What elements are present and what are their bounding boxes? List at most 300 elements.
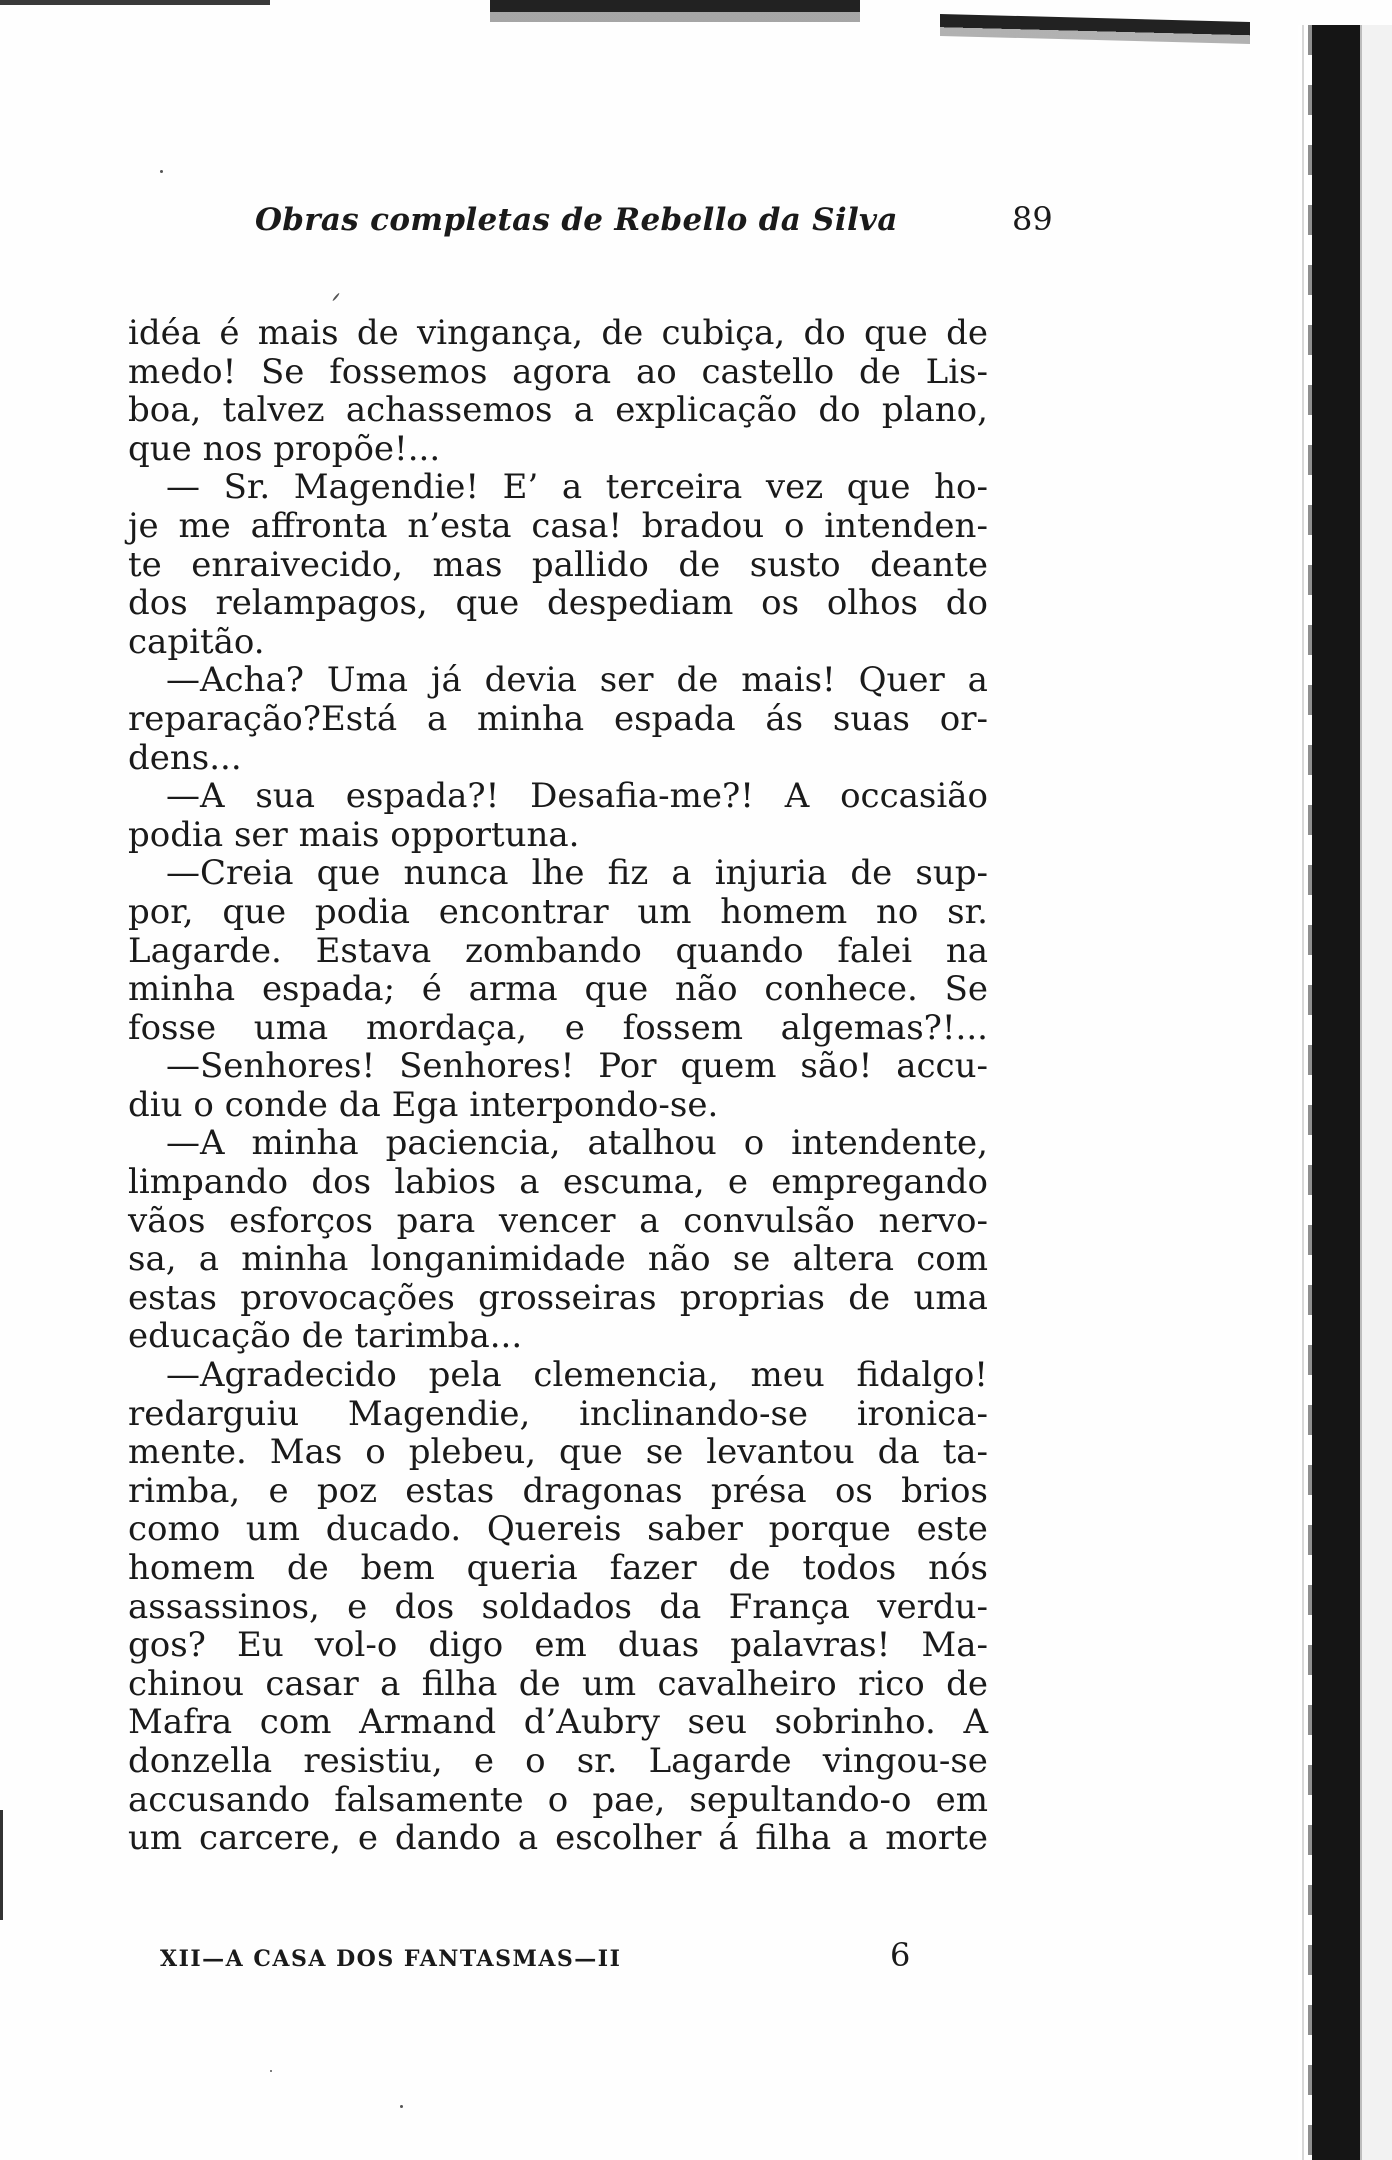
word: de: [946, 313, 988, 353]
word: cubiça,: [661, 313, 786, 353]
word: filha: [421, 1663, 498, 1704]
word: o: [525, 1740, 546, 1781]
word: ás: [765, 698, 804, 739]
word: este: [916, 1509, 988, 1550]
word: em: [534, 1625, 587, 1666]
text-line: [128, 353, 988, 392]
word: minha: [251, 1123, 359, 1164]
word: na: [945, 930, 988, 971]
text-line: [128, 546, 988, 585]
word: idéa: [128, 313, 202, 353]
word: que: [846, 467, 911, 508]
text-line: [128, 1819, 988, 1858]
word: accu-: [896, 1046, 988, 1087]
word: a: [198, 1239, 220, 1280]
word: plano,: [881, 390, 988, 431]
word: a: [573, 390, 595, 431]
text-line: [128, 1588, 988, 1627]
word: de: [676, 660, 719, 701]
word: seu: [687, 1702, 747, 1743]
word: provocações: [240, 1277, 455, 1318]
word: bem: [360, 1548, 435, 1588]
word: deante: [870, 544, 988, 585]
word: todos: [802, 1548, 897, 1588]
word: intendente,: [791, 1123, 988, 1164]
text-line: [128, 468, 988, 507]
word: e: [727, 1162, 749, 1203]
word: ao: [635, 351, 677, 392]
word: que: [222, 891, 287, 932]
word: já: [430, 660, 462, 701]
text-line: dens...: [128, 737, 242, 778]
word: espada;: [261, 969, 396, 1010]
word: estas: [405, 1470, 495, 1511]
word: fossemos: [329, 351, 488, 392]
text-line: [128, 1626, 988, 1665]
text-line: [128, 1549, 988, 1588]
word: —Acha?: [166, 660, 304, 701]
word: conhece.: [764, 969, 918, 1010]
word: homem: [720, 891, 848, 932]
text-line: podia ser mais opportuna.: [128, 814, 580, 855]
word: encontrar: [438, 891, 609, 932]
word: dos: [128, 583, 188, 624]
text-line: [128, 932, 988, 971]
word: algemas?!...: [780, 1007, 988, 1048]
paper-speck: [400, 2105, 403, 2108]
word: vencer: [498, 1200, 616, 1241]
text-line: [128, 1433, 988, 1472]
word: accusando: [128, 1779, 311, 1820]
word: levantou: [706, 1432, 855, 1473]
word: Armand: [359, 1702, 497, 1743]
text-line: [128, 1279, 988, 1318]
word: dando: [394, 1818, 502, 1859]
word: se: [732, 1239, 771, 1280]
word: de: [728, 1548, 771, 1588]
book-binding-edge: [1298, 25, 1392, 2160]
word: grosseiras: [478, 1277, 657, 1318]
word: convulsão: [683, 1200, 855, 1241]
word: de: [678, 544, 721, 585]
word: castello: [701, 351, 835, 392]
word: filha: [755, 1818, 832, 1859]
word: Se: [261, 351, 305, 392]
word: agora: [512, 351, 612, 392]
word: nunca: [403, 853, 509, 894]
word: de: [946, 1663, 988, 1704]
text-line: [128, 777, 988, 816]
word: redarguiu: [128, 1393, 300, 1434]
word: explicação: [615, 390, 798, 431]
text-line: capitão.: [128, 621, 265, 662]
word: não: [675, 969, 738, 1010]
word: resistiu,: [303, 1740, 443, 1781]
word: —Senhores!: [166, 1046, 376, 1087]
word: paciencia,: [385, 1123, 561, 1164]
text-line: [128, 1510, 988, 1549]
word: sua: [255, 776, 315, 817]
word: olhos: [826, 583, 918, 624]
word: e: [268, 1470, 289, 1511]
word: brios: [901, 1470, 988, 1511]
word: labios: [394, 1162, 497, 1203]
word: de: [601, 313, 644, 353]
word: terceira: [605, 467, 743, 508]
word: uma: [253, 1007, 329, 1048]
word: como: [128, 1509, 221, 1550]
word: E’: [502, 467, 539, 508]
word: da: [877, 1432, 920, 1473]
word: fidalgo!: [856, 1355, 988, 1396]
word: de: [848, 1277, 891, 1318]
word: um: [128, 1818, 183, 1859]
word: e: [347, 1586, 368, 1627]
word: pallido: [531, 544, 649, 585]
word: a: [561, 467, 583, 508]
word: um: [245, 1509, 301, 1550]
running-title: Obras completas de Rebello da Silva: [255, 202, 898, 238]
word: fiz: [607, 853, 649, 894]
text-line: [128, 314, 988, 353]
word: vingança,: [417, 313, 584, 353]
word: longanimidade: [370, 1239, 626, 1280]
word: do: [803, 313, 846, 353]
word: escuma,: [562, 1162, 705, 1203]
word: —Agradecido: [166, 1355, 397, 1396]
word: bradou: [641, 505, 765, 546]
word: minha: [241, 1239, 349, 1280]
word: talvez: [222, 390, 325, 431]
word: são!: [800, 1046, 873, 1087]
word: altera: [792, 1239, 894, 1280]
word: a: [380, 1663, 401, 1704]
word: falei: [837, 930, 913, 971]
word: escolher: [555, 1818, 702, 1859]
word: dos: [311, 1162, 372, 1203]
word: Uma: [326, 660, 409, 701]
word: rico: [858, 1663, 925, 1704]
word: d’Aubry: [523, 1702, 660, 1743]
word: mais!: [741, 660, 836, 701]
word: e: [473, 1740, 494, 1781]
paper-speck: [332, 293, 340, 302]
word: mais: [257, 313, 339, 353]
word: carcere,: [199, 1818, 341, 1859]
word: de: [858, 351, 901, 392]
word: clemencia,: [533, 1355, 719, 1396]
word: ducado.: [325, 1509, 462, 1550]
word: em: [935, 1779, 988, 1820]
word: o: [547, 1779, 569, 1820]
word: a: [967, 660, 988, 701]
scan-edge-shadow: [490, 0, 860, 22]
word: rimba,: [128, 1470, 241, 1511]
word: enraivecido,: [191, 544, 403, 585]
word: da: [659, 1586, 702, 1627]
text-line: [128, 1703, 988, 1742]
word: arma: [468, 969, 558, 1010]
word: zombando: [465, 930, 642, 971]
word: á: [718, 1818, 739, 1859]
word: injuria: [714, 853, 828, 894]
word: minha: [128, 969, 236, 1010]
word: donzella: [128, 1740, 273, 1781]
word: dragonas: [522, 1470, 683, 1511]
text-line: [128, 1665, 988, 1704]
word: os: [834, 1470, 873, 1511]
word: a: [517, 1818, 539, 1859]
word: reparação?Está: [128, 698, 398, 739]
word: despediam: [547, 583, 734, 624]
word: que: [584, 969, 649, 1010]
word: se: [645, 1432, 684, 1473]
word: mas: [432, 544, 503, 585]
scan-edge-shadow: [940, 14, 1250, 44]
word: não: [647, 1239, 711, 1280]
word: sr.: [947, 891, 988, 932]
text-line: [128, 700, 988, 739]
word: casa!: [531, 505, 623, 546]
word: com: [916, 1239, 988, 1280]
word: França: [728, 1586, 850, 1627]
word: or-: [939, 698, 988, 739]
text-line: [128, 1742, 988, 1781]
word: falsamente: [334, 1779, 524, 1820]
word: sr.: [576, 1740, 618, 1781]
paper-speck: [160, 170, 163, 173]
word: sa,: [128, 1239, 177, 1280]
word: Ma-: [921, 1625, 988, 1666]
word: uma: [913, 1277, 988, 1318]
text-line: [128, 1047, 988, 1086]
word: esforços: [229, 1200, 373, 1241]
word: e: [564, 1007, 585, 1048]
word: saber: [647, 1509, 743, 1550]
text-line: que nos propõe!...: [128, 428, 441, 469]
word: e: [357, 1818, 378, 1859]
scan-edge-shadow: [0, 0, 270, 5]
text-line: [128, 970, 988, 1009]
word: quando: [675, 930, 804, 971]
word: Lis-: [925, 351, 988, 392]
word: de: [356, 313, 399, 353]
word: meu: [750, 1355, 825, 1396]
word: limpando: [128, 1162, 289, 1203]
word: que: [559, 1432, 623, 1473]
word: me: [178, 505, 231, 546]
word: Por: [598, 1046, 657, 1087]
word: lhe: [531, 853, 585, 894]
word: mordaça,: [365, 1007, 528, 1048]
word: a: [671, 853, 692, 894]
page-number: 89: [1012, 200, 1053, 238]
word: Mafra: [128, 1702, 233, 1743]
word: te: [128, 544, 162, 585]
word: vol-o: [314, 1625, 398, 1666]
word: —Creia: [166, 853, 294, 894]
text-line: [128, 1240, 988, 1279]
text-line: [128, 1202, 988, 1241]
word: a: [426, 698, 448, 739]
word: —: [166, 467, 200, 508]
text-line: [128, 1163, 988, 1202]
word: boa,: [128, 390, 202, 431]
word: poz: [316, 1470, 377, 1511]
word: Sr.: [223, 467, 271, 508]
word: —A: [166, 776, 225, 817]
word: nós: [928, 1548, 988, 1588]
word: ironica-: [856, 1393, 988, 1434]
word: occasião: [840, 776, 988, 817]
word: morte: [885, 1818, 988, 1859]
word: casar: [265, 1663, 359, 1704]
word: Lagarde.: [128, 930, 282, 971]
word: para: [396, 1200, 476, 1241]
text-line: [128, 1472, 988, 1511]
word: vingou-se: [822, 1740, 988, 1781]
word: um: [582, 1663, 637, 1704]
word: vez: [765, 467, 824, 508]
word: estas: [128, 1277, 217, 1318]
word: por,: [128, 891, 194, 932]
word: A: [784, 776, 810, 817]
word: pela: [428, 1355, 502, 1396]
word: sepultando-o: [689, 1779, 912, 1820]
word: dos: [394, 1586, 455, 1627]
word: homem: [128, 1548, 255, 1588]
paper-speck: [270, 2070, 272, 2072]
word: podia: [314, 891, 411, 932]
word: com: [259, 1702, 332, 1743]
word: —A: [166, 1123, 225, 1164]
word: suas: [832, 698, 910, 739]
word: ser: [599, 660, 654, 701]
word: Desafia-me?!: [530, 776, 754, 817]
word: ta-: [942, 1432, 988, 1473]
word: os: [761, 583, 800, 624]
word: espada?!: [345, 776, 500, 817]
word: no: [876, 891, 919, 932]
word: atalhou: [587, 1123, 717, 1164]
word: sobrinho.: [774, 1702, 936, 1743]
word: é: [219, 313, 240, 353]
text-line: [128, 1124, 988, 1163]
word: o: [783, 505, 805, 546]
word: achassemos: [345, 390, 553, 431]
word: assassinos,: [128, 1586, 320, 1627]
word: é: [421, 969, 442, 1010]
word: pae,: [592, 1779, 666, 1820]
text-line: [128, 1009, 988, 1048]
word: n’esta: [407, 505, 512, 546]
word: o: [365, 1432, 386, 1473]
word: duas: [617, 1625, 700, 1666]
word: medo!: [128, 351, 237, 392]
word: quem: [680, 1046, 777, 1087]
word: que: [455, 583, 520, 624]
word: ho-: [934, 467, 988, 508]
word: soldados: [481, 1586, 633, 1627]
word: proprias: [679, 1277, 825, 1318]
word: je: [128, 505, 159, 546]
text-line: [128, 661, 988, 700]
word: minha: [477, 698, 585, 739]
word: a: [519, 1162, 540, 1203]
word: palavras!: [730, 1625, 891, 1666]
word: fossem: [622, 1007, 743, 1048]
word: que: [316, 853, 381, 894]
word: verdu-: [877, 1586, 988, 1627]
word: o: [743, 1123, 765, 1164]
word: gos?: [128, 1625, 206, 1666]
word: intenden-: [824, 505, 988, 546]
signature-number: 6: [890, 1936, 911, 1974]
text-line: [128, 854, 988, 893]
word: nervo-: [878, 1200, 988, 1241]
word: Magendie,: [347, 1393, 531, 1434]
word: Mas: [269, 1432, 343, 1473]
word: affronta: [250, 505, 388, 546]
word: cavalheiro: [657, 1663, 837, 1704]
text-line: educação de tarimba...: [128, 1316, 523, 1357]
text-line: [128, 893, 988, 932]
scan-edge-mark: [0, 1810, 3, 1920]
word: de: [518, 1663, 561, 1704]
word: chinou: [128, 1663, 245, 1704]
text-line: diu o conde da Ega interpondo-se.: [128, 1084, 719, 1125]
printer-signature: XII—A CASA DOS FANTASMAS—II: [160, 1946, 622, 1972]
word: de: [286, 1548, 329, 1588]
word: fazer: [609, 1548, 697, 1588]
word: porque: [768, 1509, 891, 1550]
word: A: [963, 1702, 988, 1743]
word: présa: [710, 1470, 807, 1511]
word: de: [850, 853, 893, 894]
word: do: [818, 390, 861, 431]
word: mente.: [128, 1432, 247, 1473]
word: Magendie!: [293, 467, 480, 508]
word: devia: [484, 660, 577, 701]
text-line: [128, 391, 988, 430]
word: sup-: [915, 853, 988, 894]
text-line: [128, 1781, 988, 1820]
word: Lagarde: [648, 1740, 792, 1781]
word: a: [848, 1818, 869, 1859]
word: um: [637, 891, 692, 932]
word: Senhores!: [399, 1046, 575, 1087]
word: Eu: [237, 1625, 284, 1666]
word: Estava: [315, 930, 432, 971]
word: inclinando-se: [579, 1393, 809, 1434]
word: empregando: [771, 1162, 988, 1203]
word: relampagos,: [215, 583, 428, 624]
text-line: [128, 1356, 988, 1395]
text-line: [128, 584, 988, 623]
text-line: [128, 1395, 988, 1434]
word: susto: [749, 544, 841, 585]
word: Quereis: [486, 1509, 622, 1550]
word: vãos: [128, 1200, 206, 1241]
word: que: [864, 313, 928, 353]
word: do: [945, 583, 988, 624]
word: a: [639, 1200, 660, 1241]
word: queria: [466, 1548, 578, 1588]
body-text: [128, 314, 988, 1858]
word: espada: [613, 698, 736, 739]
word: digo: [428, 1625, 504, 1666]
word: Se: [944, 969, 988, 1010]
